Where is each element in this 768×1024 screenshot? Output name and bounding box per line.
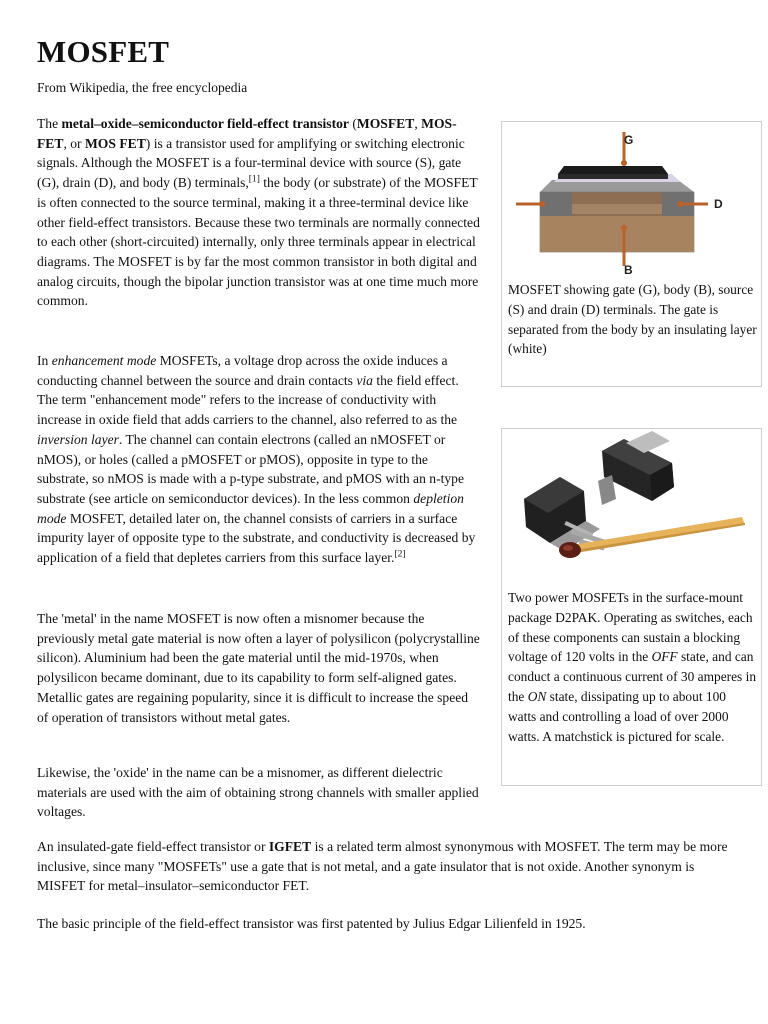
metal-paragraph: The 'metal' in the name MOSFET is now often a misnomer because the previously metal gate material is now often a layer of polysilicon (polycrystalline silicon). Aluminium had been the gate material until the mid-1970s, when polysilicon became dominant, due to its capability to form self-aligned gates. Metallic gates are regaining popularity, since it is difficult to increase the speed of operation of transistors without metal gates. xyxy=(37,611,480,725)
lilienfeld-paragraph: The basic principle of the field-effect transistor was first patented by Julius Edgar Lilienfeld in 1925. xyxy=(37,916,586,931)
reference-link-2[interactable]: [2] xyxy=(394,549,406,560)
reference-link-1[interactable]: [1] xyxy=(248,174,260,185)
channel-region xyxy=(572,204,662,214)
mosfet-diagram-box xyxy=(501,121,762,387)
term-bold: metal–oxide–semiconductor field-effect transistor xyxy=(61,116,349,131)
label-g: G xyxy=(624,133,634,147)
figure2-caption: Two power MOSFETs in the surface-mount package D2PAK. Operating as switches, each of these components can sustain a blocking voltage of 120 volts in the OFF state, and can conduct a continuous current of 30 amperes in the ON state, dissipating up to about 100 watts and controlling a load of over 2000 watts. A matchstick is pictured for scale. xyxy=(508,590,757,744)
figure1-caption: MOSFET showing gate (G), body (B), source (S) and drain (D) terminals. The gate is separated from the body by an insulating layer (white) xyxy=(508,282,757,357)
body-substrate xyxy=(540,216,694,252)
label-b: B xyxy=(624,263,633,277)
gate-electrode xyxy=(558,166,668,174)
power-mosfet-photo xyxy=(502,429,761,584)
intro-paragraph: The metal–oxide–semiconductor field-effect transistor (MOSFET, MOS-FET, or MOS FET) is a transistor used for amplifying or switching electronic signals. Although the MOSFET is a four-terminal device with source (S), gate (G), drain (D), and body (B) terminals,[1] the body (or substrate) of the MOSFET is often connected to the source terminal, making it a three-terminal device like other field-effect transistors. Because these two terminals are normally connected to each other (short-circuited) internally, only three terminals appear in electrical diagrams. The MOSFET is by far the most common transistor in both digital and analog circuits, though the bipolar junction transistor was at one time much more common. xyxy=(37,116,480,309)
label-d: D xyxy=(714,197,723,211)
gate-contact-dot xyxy=(621,160,627,166)
article-title: MOSFET xyxy=(37,34,170,69)
mosfet-structure-diagram xyxy=(502,122,761,280)
oxide-paragraph: Likewise, the 'oxide' in the name can be a misnomer, as different dielectric materials are used with the aim of obtaining strong channels with smaller applied voltages. xyxy=(37,765,479,820)
igfet-paragraph: An insulated-gate field-effect transistor or IGFET is a related term almost synonymous with MOSFET. The term may be more inclusive, since many "MOSFETs" use a gate that is not metal, and a gate insulator that is not oxide. Another synonym is MISFET for metal–insulator–semiconductor FET. xyxy=(37,839,728,894)
enhancement-paragraph: In enhancement mode MOSFETs, a voltage drop across the oxide induces a conducting channel between the source and drain contacts via the field effect. The term "enhancement mode" refers to the increase of conductivity with increase in oxide field that adds carriers to the channel, also referred to as the inversion layer. The channel can contain electrons (called an nMOSFET or nMOS), or holes (called a pMOSFET or pMOS), opposite in type to the substrate, so nMOS is made with a p-type substrate, and pMOS with an n-type substrate (see article on semiconductor devices). In the less common depletion mode MOSFET, detailed later on, the channel consists of carriers in a surface impurity layer of opposite type to the substrate, and conductivity is decreased by application of a field that depletes carriers from this surface layer.[2] xyxy=(37,353,476,566)
article-subtitle: From Wikipedia, the free encyclopedia xyxy=(37,80,248,95)
power-mosfet-photo-box xyxy=(501,428,762,786)
